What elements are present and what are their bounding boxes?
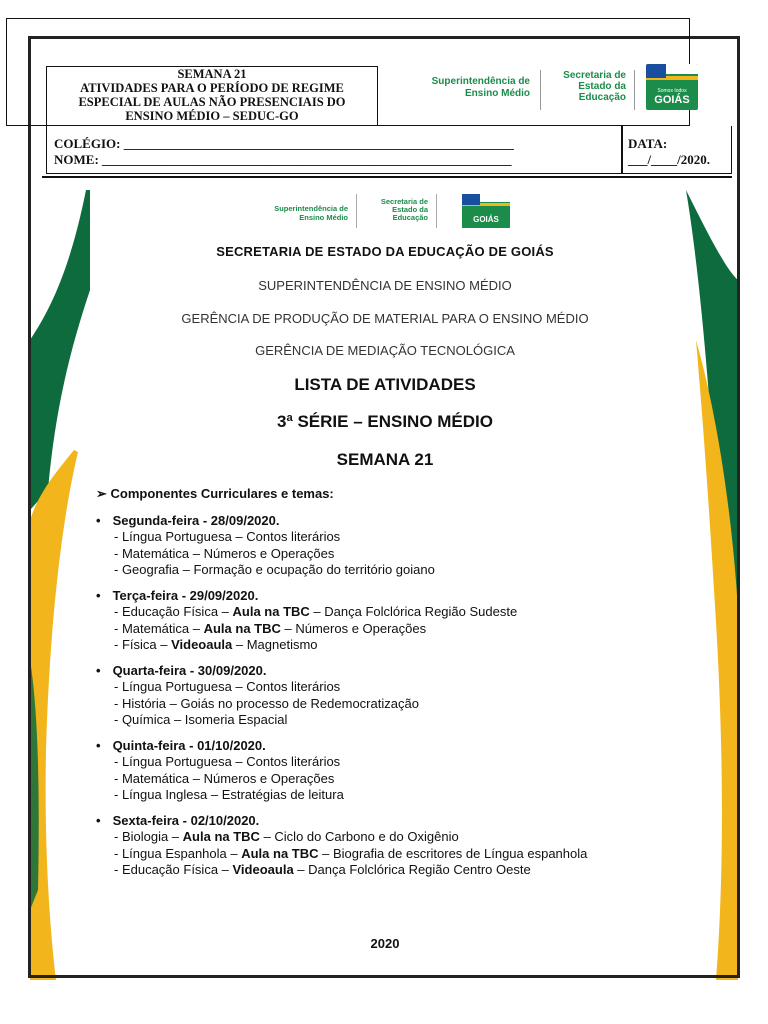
activity-format: Aula na TBC — [203, 620, 281, 636]
week-desc-line-3: ENSINO MÉDIO – SEDUC-GO — [125, 109, 299, 123]
activity-item: - Língua Inglesa – Estratégias de leitura — [114, 787, 344, 802]
day-title: • Quinta-feira - 01/10/2020. — [96, 737, 266, 753]
nome-field[interactable]: NOME: _______________________________________________________________ — [54, 152, 512, 167]
bullet-icon: • — [96, 812, 101, 828]
day-block — [96, 813, 696, 879]
date-field — [628, 136, 710, 168]
activity-format: Aula na TBC — [182, 829, 260, 844]
activity-format: Aula na TBC — [241, 845, 319, 861]
activity-item: - Matemática – Números e Operações — [114, 770, 335, 786]
days-list — [96, 513, 696, 879]
bullet-icon: • — [96, 662, 101, 678]
logo-divider — [356, 194, 357, 228]
activity-item: - Língua Portuguesa – Contos literários — [114, 754, 341, 769]
date-label: DATA: — [628, 136, 668, 151]
secretaria-logo-text: Secretaria de Estado da Educação — [563, 70, 626, 103]
day-block — [96, 513, 696, 579]
superintendencia-logo-text: Superintendência de Ensino Médio — [274, 204, 348, 222]
activity-item: - Língua Espanhola – Aula na TBC – Biografia de escritores de Língua espanhola — [114, 845, 588, 861]
week-title-box — [46, 66, 378, 126]
activity-item: - Educação Física – Videoaula – Dança Folclórica Região Centro Oeste — [114, 862, 531, 877]
activity-format: Videoaula — [171, 637, 233, 652]
activity-format: Videoaula — [232, 862, 294, 877]
components-heading: ➢ Componentes Curriculares e temas: — [96, 486, 334, 501]
document-year: 2020 — [370, 936, 400, 951]
week-desc-line-1: ATIVIDADES PARA O PERÍODO DE REGIME — [80, 81, 344, 95]
secretaria-heading: SECRETARIA DE ESTADO DA EDUCAÇÃO DE GOIÁS — [216, 244, 554, 259]
day-title: • Sexta-feira - 02/10/2020. — [96, 812, 260, 828]
week-number: SEMANA 21 — [177, 67, 247, 81]
week-desc-line-2: ESPECIAL DE AULAS NÃO PRESENCIAIS DO — [78, 95, 346, 109]
goias-flag-icon: GOIÁS — [462, 194, 510, 228]
goias-flag-icon: Somos todos GOIÁS — [646, 64, 698, 110]
logo-divider — [436, 194, 437, 228]
logo-divider — [540, 70, 541, 110]
activity-item: - Química – Isomeria Espacial — [114, 712, 288, 727]
activity-item: - Língua Portuguesa – Contos literários — [114, 529, 341, 544]
header-logo — [408, 68, 708, 114]
header-separator — [42, 176, 732, 178]
gerencia-mediacao-heading: GERÊNCIA DE MEDIAÇÃO TECNOLÓGICA — [255, 343, 515, 358]
day-block — [96, 738, 696, 804]
day-block — [96, 588, 696, 654]
day-title: • Segunda-feira - 28/09/2020. — [96, 512, 280, 528]
bullet-icon: • — [96, 512, 101, 528]
date-blank[interactable]: ___/____/2020. — [628, 152, 710, 167]
activity-item: - Geografia – Formação e ocupação do território goiano — [114, 562, 435, 577]
colegio-field[interactable]: COLÉGIO: ____________________________________________________________ — [54, 136, 514, 151]
semana-title: SEMANA 21 — [336, 450, 434, 469]
gerencia-producao-heading: GERÊNCIA DE PRODUÇÃO DE MATERIAL PARA O ENSINO MÉDIO — [181, 311, 589, 326]
logo-divider — [634, 70, 635, 110]
activity-item: - Biologia – Aula na TBC – Ciclo do Carbono e do Oxigênio — [114, 829, 459, 844]
day-block — [96, 663, 696, 729]
student-info-fields — [54, 136, 514, 168]
arrow-bullet-icon: ➢ — [96, 486, 107, 501]
day-title: • Terça-feira - 29/09/2020. — [96, 587, 259, 603]
activity-item: - Educação Física – Aula na TBC – Dança Folclórica Região Sudeste — [114, 604, 518, 619]
bullet-icon: • — [96, 737, 101, 753]
activity-item: - Física – Videoaula – Magnetismo — [114, 637, 318, 652]
document-logo — [232, 194, 532, 230]
activity-format: Aula na TBC — [232, 604, 310, 619]
activities-list — [96, 486, 696, 888]
activity-item: - História – Goiás no processo de Redemocratização — [114, 695, 419, 711]
activity-item: - Matemática – Números e Operações — [114, 545, 335, 561]
list-title: LISTA DE ATIVIDADES — [294, 375, 476, 394]
superintendencia-heading: SUPERINTENDÊNCIA DE ENSINO MÉDIO — [258, 278, 512, 293]
bullet-icon: • — [96, 587, 101, 603]
activity-item: - Matemática – Aula na TBC – Números e Operações — [114, 620, 427, 636]
day-title: • Quarta-feira - 30/09/2020. — [96, 662, 267, 678]
row-divider — [621, 126, 623, 174]
activity-item: - Língua Portuguesa – Contos literários — [114, 679, 341, 694]
secretaria-logo-text: Secretaria de Estado da Educação — [380, 197, 428, 222]
serie-title: 3ª SÉRIE – ENSINO MÉDIO — [276, 412, 493, 431]
superintendencia-logo-text: Superintendência de Ensino Médio — [431, 76, 530, 99]
